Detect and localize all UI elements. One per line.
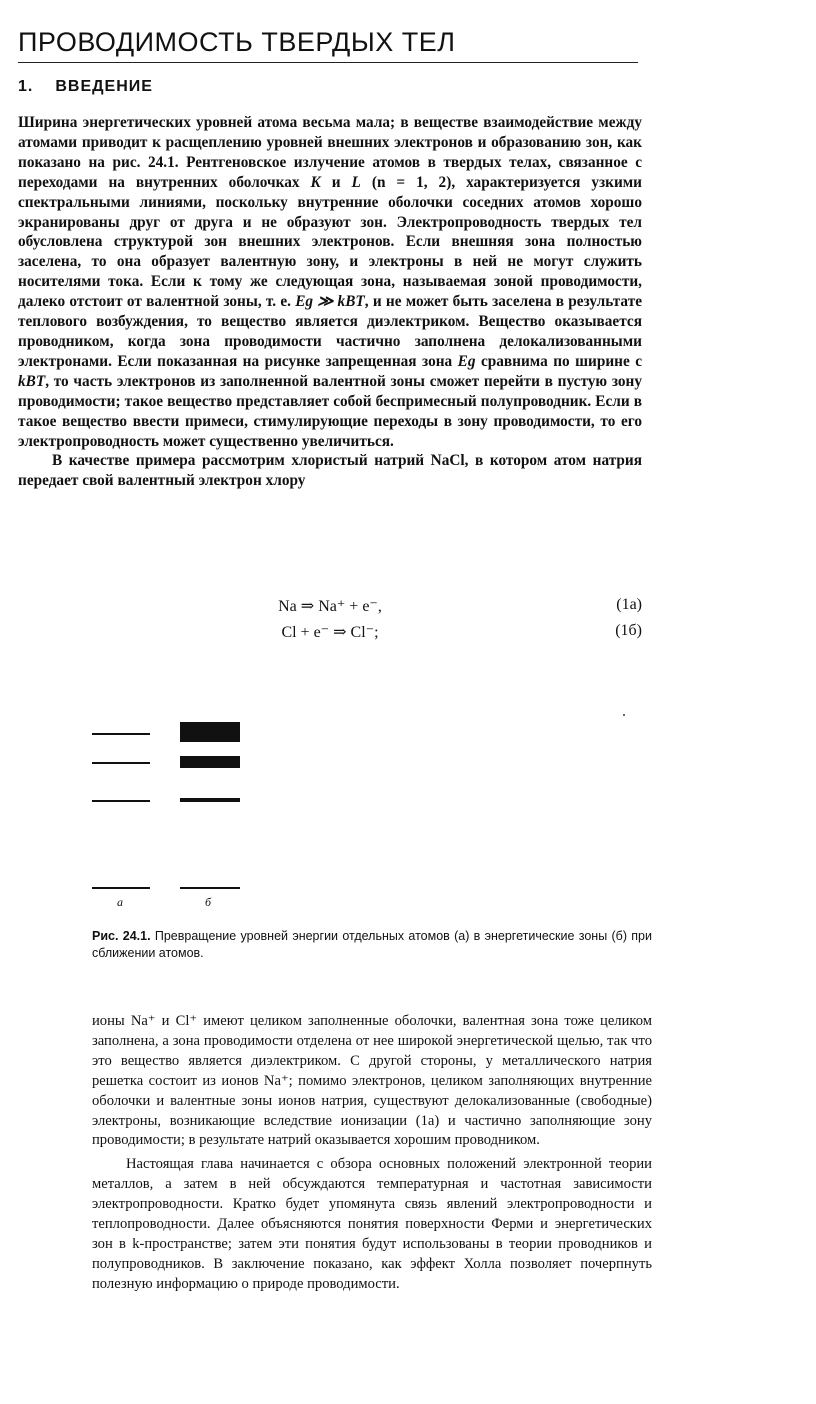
atomic-level	[92, 762, 150, 764]
continuation-paragraph-1: ионы Na⁺ и Cl⁺ имеют целиком заполненные оболочки, валентная зона тоже целиком заполнена, а зона проводимости отделена от нее широкой энергетической щелью, так что это вещество является диэлектриком. С другой стороны, у металлического натрия решетка состоит из ионов Na⁺; помимо электронов, целиком заполняющих внутренние оболочки и валентные зоны ионов натрия, существуют делокализованные (свободные) электроны, возникающие вследствие ионизации (1а) и частично заполняющие зону проводимости; в результате натрий оказывается хорошим проводником.	[92, 1013, 652, 1149]
scan-speck	[623, 714, 625, 716]
figure-label-a: а	[117, 895, 123, 909]
intro-paragraph-2: В качестве примера рассмотрим хлористый натрий NaCl, в котором атом натрия передает свой валентный электрон хлору	[18, 452, 642, 490]
atomic-level	[92, 733, 150, 735]
energy-band	[180, 798, 240, 802]
math-inline: Eg ≫ kBT	[295, 293, 365, 311]
atomic-level	[92, 887, 150, 889]
section-title: ВВЕДЕНИЕ	[55, 78, 153, 95]
page-title: ПРОВОДИМОСТЬ ТВЕРДЫХ ТЕЛ	[18, 24, 638, 63]
figure-label-b: б	[205, 895, 212, 909]
continuation-text	[92, 1012, 652, 1295]
equation-label: (1б)	[615, 622, 642, 639]
equation-label: (1а)	[616, 596, 642, 613]
section-number: 1.	[18, 78, 34, 95]
figure-energy-levels	[0, 700, 816, 920]
energy-band	[180, 756, 240, 768]
energy-band	[180, 722, 240, 742]
intro-text	[18, 113, 642, 491]
caption-number: Рис. 24.1.	[92, 929, 151, 943]
figure-caption	[92, 928, 652, 962]
atomic-level	[92, 800, 150, 802]
intro-paragraph-1: Ширина энергетических уровней атома весьма мала; в веществе взаимодействие между атомами приводит к расщеплению уровней внешних электронов и образованию зон, как показано на рис. 24.1. Рентгеновское излучение атомов в твердых телах, связанное с переходами на внутренних оболочках K и L (n = 1, 2), характеризуется узкими спектральными линиями, поскольку внутренние оболочки соседних атомов хорошо экранированы друг от друга и не образуют зон. Электропроводность твердых тел обусловлена структурой зон внешних электронов. Если внешняя зона полностью заселена, то она образует валентную зону, и электроны в ней не могут служить носителями тока. Если к тому же следующая зона, называемая зоной проводимости, далеко отстоит от валентной зоны, т. е. Eg ≫ kBT, и не может быть заселена в результате теплового возбуждения, то вещество является диэлектриком. Вещество оказывается проводником, когда зона проводимости частично заполнена делокализованными электронами. Если показанная на рисунке запрещенная зона Eg сравнима по ширине с kBT, то часть электронов из заполненной валентной зоны сможет перейти в пустую зону проводимости; такое вещество представляет собой беспримесный полупроводник. Если в такое вещество ввести примеси, стимулирующие переходы в зону проводимости, то его электропроводность может существенно увеличиться.	[18, 114, 642, 450]
equation-1a	[18, 596, 642, 618]
caption-text: Превращение уровней энергии отдельных атомов (а) в энергетические зоны (б) при сближении атомов.	[92, 929, 652, 960]
energy-band	[180, 887, 240, 889]
section-heading	[18, 78, 153, 96]
equation-formula: Cl + e⁻ ⇒ Cl⁻;	[281, 624, 379, 641]
equation-1b	[18, 622, 642, 644]
equation-formula: Na ⇒ Na⁺ + e⁻,	[278, 598, 382, 615]
continuation-paragraph-2: Настоящая глава начинается с обзора основных положений электронной теории металлов, а затем в ней обсуждаются температурная и частотная зависимости электропроводности. Кратко будет упомянута связь явлений электропроводности и теплопроводности. Далее объясняются понятия поверхности Ферми и энергетических зон в k-пространстве; затем эти понятия будут использованы в теории проводников и полупроводников. В заключение показано, как эффект Холла позволяет почерпнуть полезную информацию о природе проводимости.	[92, 1156, 652, 1292]
